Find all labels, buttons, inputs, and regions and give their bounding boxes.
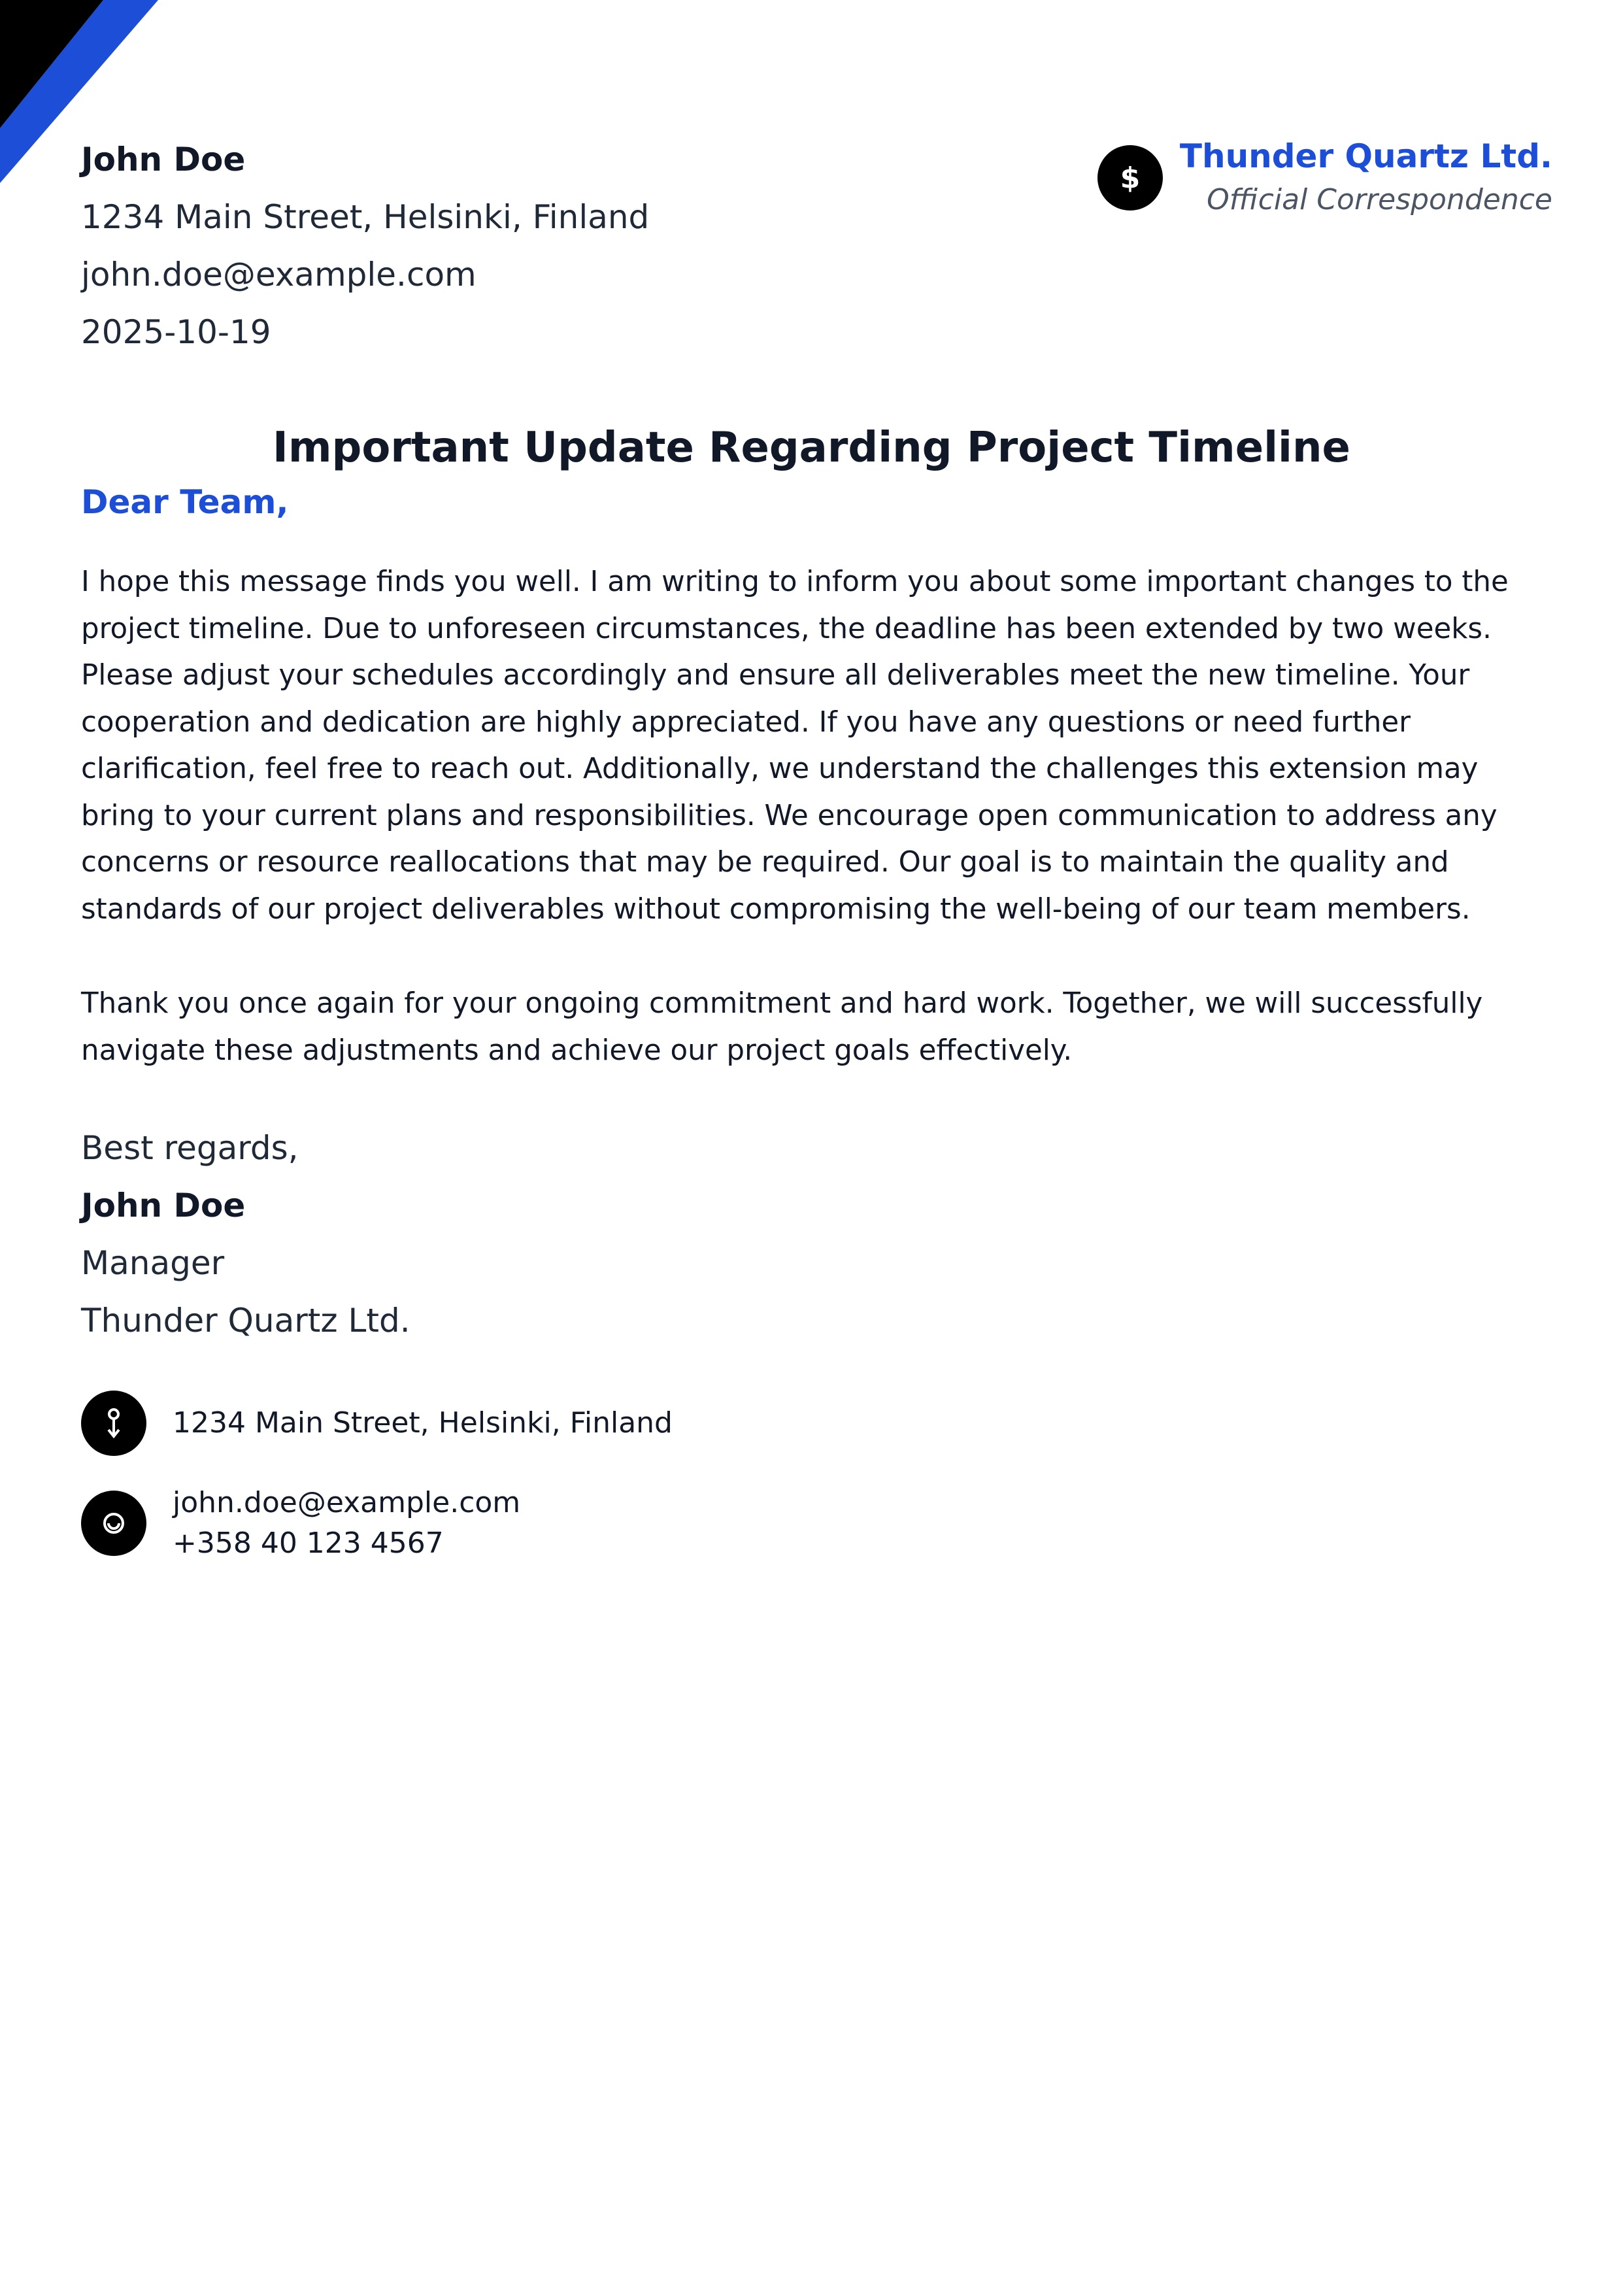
signer-title: Manager (81, 1244, 225, 1282)
sender-address: 1234 Main Street, Helsinki, Finland (81, 198, 650, 236)
letter-date: 2025-10-19 (81, 313, 271, 351)
company-tagline: Official Correspondence (1207, 183, 1552, 216)
letter-subject: Important Update Regarding Project Timeline (273, 424, 1350, 472)
contact-icon (81, 1491, 146, 1556)
company-header (1097, 134, 1552, 222)
body-paragraph-2: Thank you once again for your ongoing commitment and hard work. Together, we will successfully navigate these adjustments and achieve our project goals effectively. (81, 987, 1483, 1067)
contact-email: john.doe@example.com (173, 1486, 521, 1519)
sender-email: john.doe@example.com (81, 256, 477, 294)
company-name: Thunder Quartz Ltd. (1179, 137, 1552, 175)
signer-company: Thunder Quartz Ltd. (81, 1302, 410, 1340)
signer-name: John Doe (81, 1187, 246, 1224)
closing-salutation: Best regards, (81, 1129, 299, 1167)
dollar-icon: $ (1097, 145, 1163, 211)
body-paragraph-1: I hope this message finds you well. I am writing to inform you about some important changes to the project timeline. Due to unforeseen circumstances, the deadline has been extended by two weeks. Please adjust your schedules accordingly and ensure all deliverables meet the new timeline. Your cooperation and dedication are highly appreciated. If you have any questions or need further clarification, feel free to reach out. Additionally, we understand the challenges this extension may bring to your current plans and responsibilities. We encourage open communication to address any concerns or resource reallocations that may be required. Our goal is to maintain the quality and standards of our project deliverables without compromising the well-being of our team members. (81, 566, 1509, 926)
contact-phone: +358 40 123 4567 (173, 1527, 444, 1560)
sender-block (81, 131, 649, 361)
sender-name: John Doe (81, 141, 246, 178)
location-pin-icon (81, 1391, 146, 1456)
contact-address: 1234 Main Street, Helsinki, Finland (173, 1406, 673, 1440)
contact-details-row (81, 1483, 520, 1564)
contact-address-row (81, 1391, 673, 1456)
contact-lines (173, 1483, 520, 1564)
closing-block (81, 1119, 410, 1349)
company-text (1180, 134, 1552, 222)
letter-greeting: Dear Team, (81, 483, 289, 521)
